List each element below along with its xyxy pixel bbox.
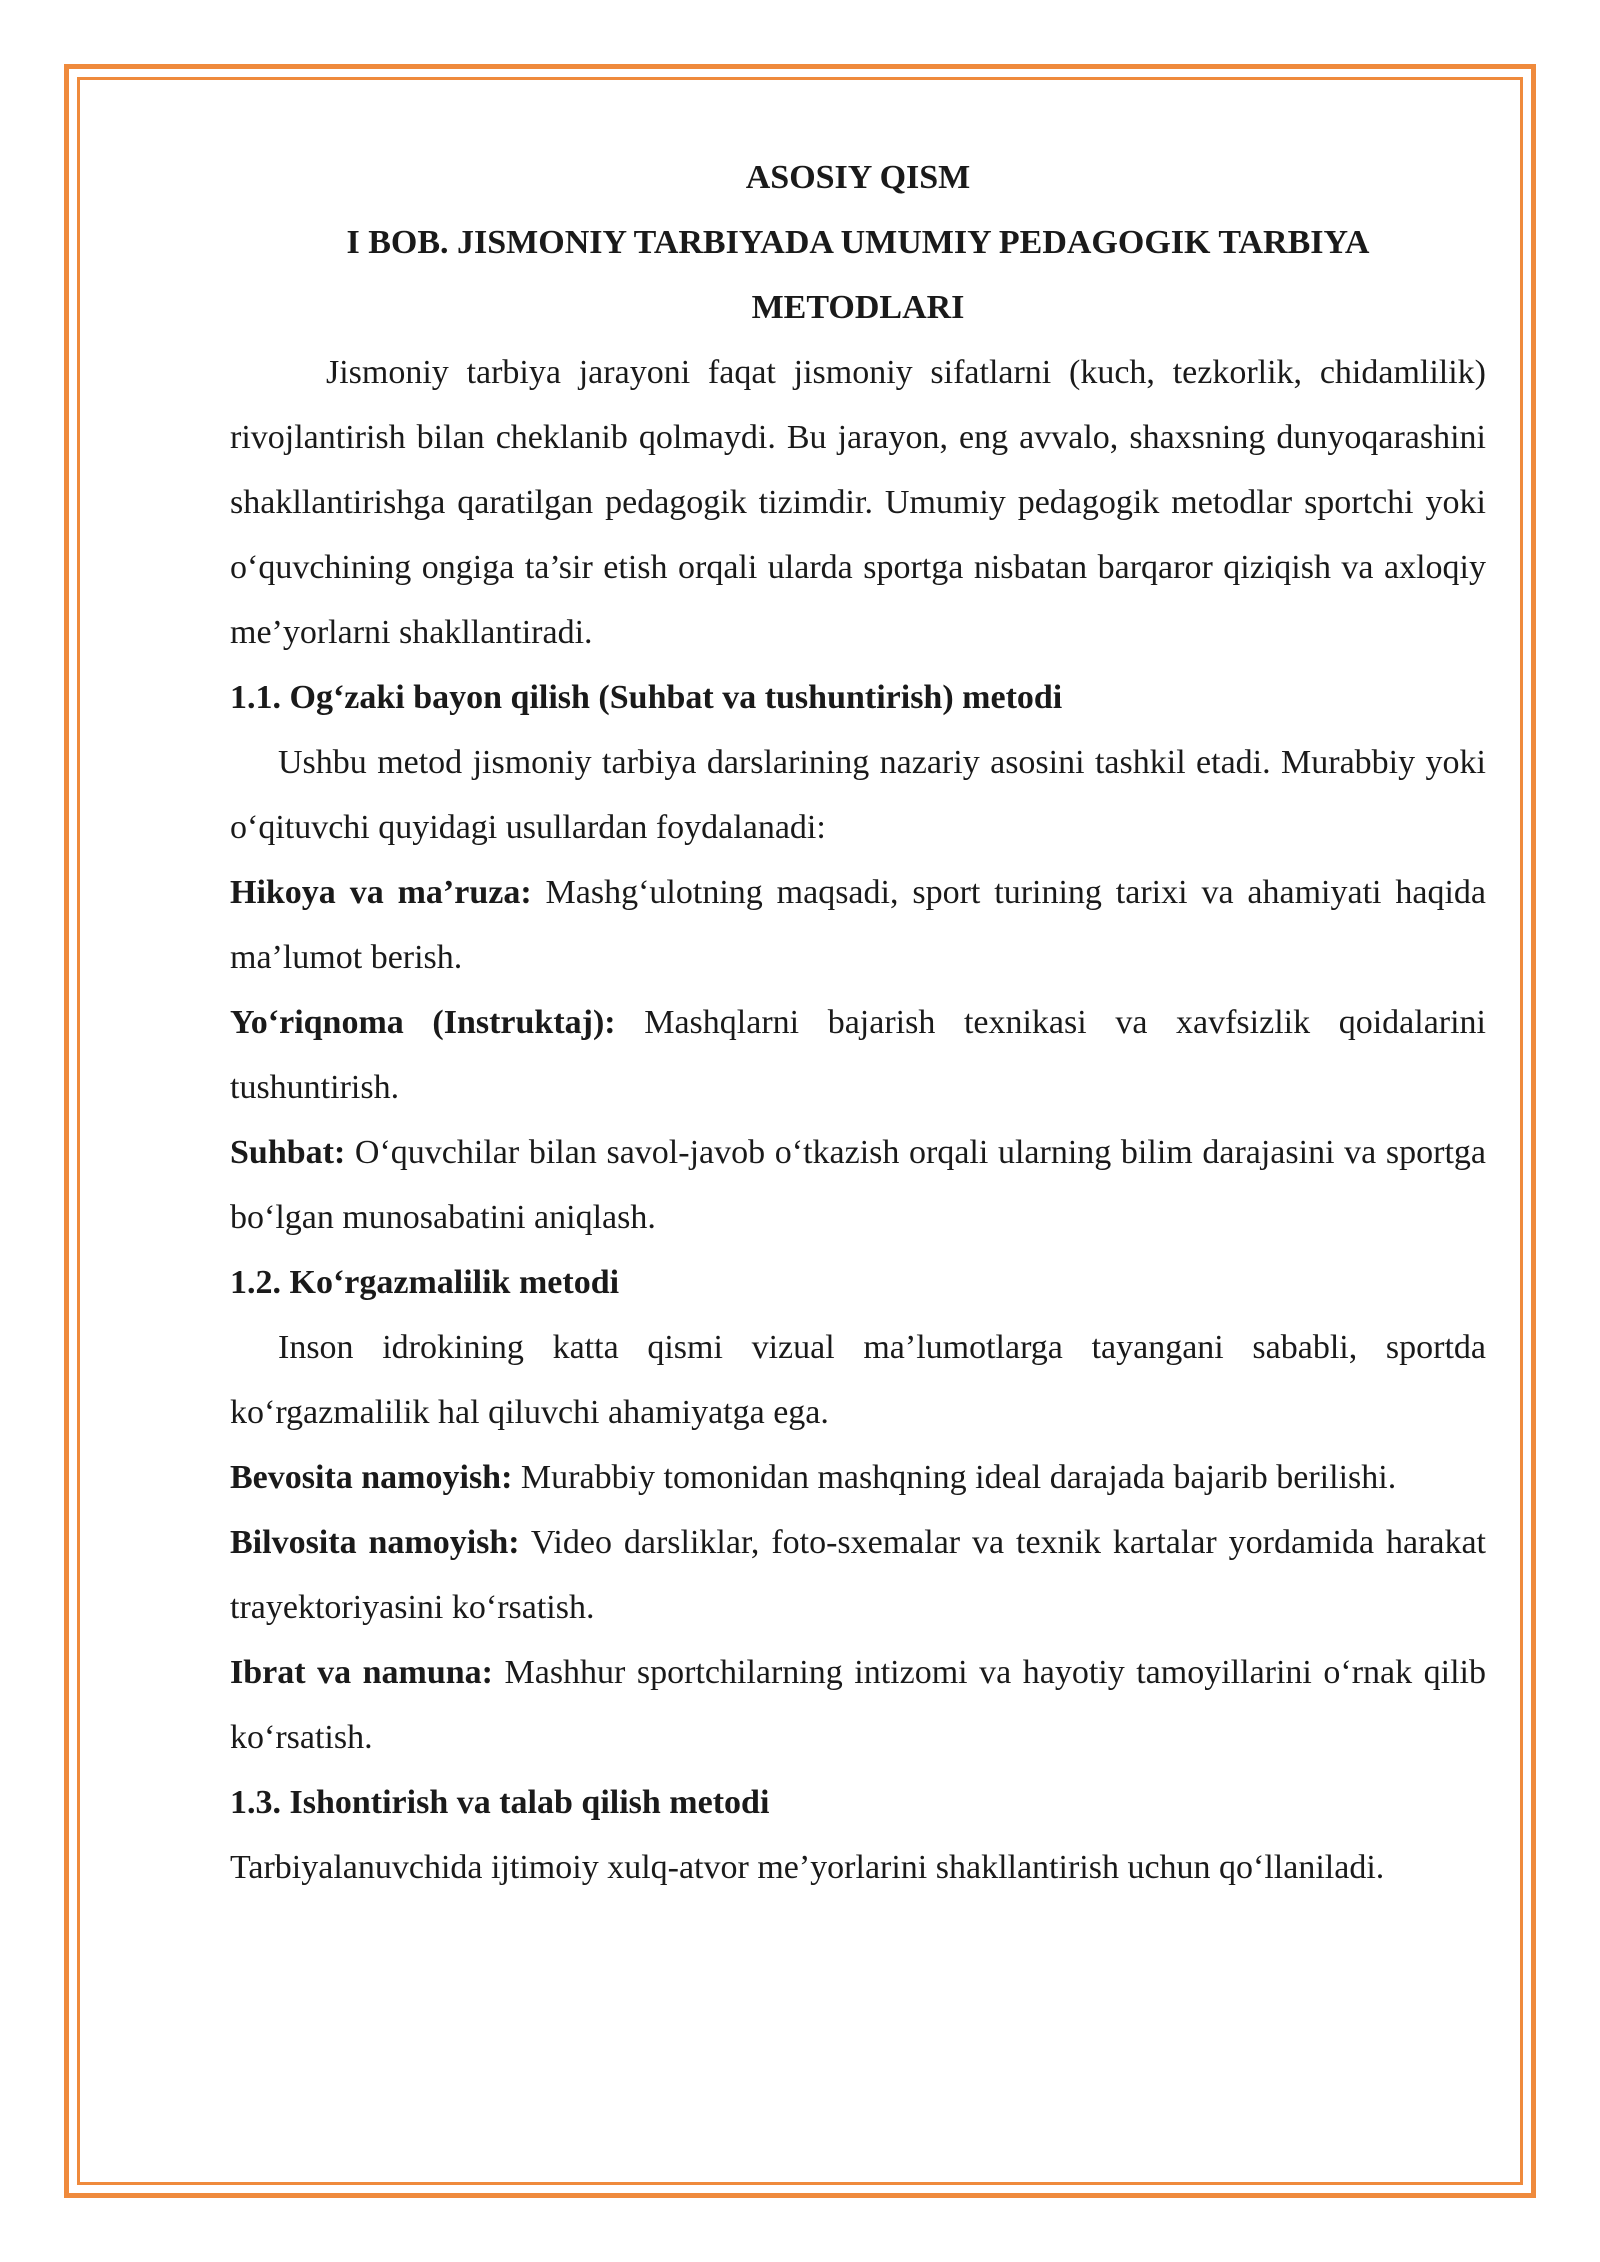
definition-item [230,860,1486,990]
definition-term: Hikoya va ma’ruza: [230,874,532,911]
section-title-1-2: 1.2. Ko‘rgazmalilik metodi [230,1264,620,1301]
intro-paragraph: Jismoniy tarbiya jarayoni faqat jismoniy sifatlarni (kuch, tezkorlik, chidamlilik) rivojlantirish bilan cheklanib qolmaydi. Bu jarayon, eng avvalo, shaxsning dunyoqarashini shakllantirishga qaratilgan pedagogik tizimdir. Umumiy pedagogik metodlar sportchi yoki o‘quvchining ongiga ta’sir etish orqali ularda sportga nisbatan barqaror qiziqish va axloqiy me’yorlarni shakllantiradi. [230,354,1486,651]
definition-item [230,1120,1486,1250]
definition-text: Video darsliklar, foto-sxemalar va texnik kartalar yordamida harakat trayektoriyasini ko‘rsatish. [230,1524,1486,1626]
section-title-1-1: 1.1. Og‘zaki bayon qilish (Suhbat va tushuntirish) metodi [230,679,1063,716]
definition-item [230,1445,1486,1510]
section-1-2-intro: Inson idrokining katta qismi vizual ma’lumotlarga tayangani sababli, sportda ko‘rgazmalilik hal qiluvchi ahamiyatga ega. [230,1329,1486,1431]
document-body [230,145,1486,1900]
definition-term: Yo‘riqnoma (Instruktaj): [230,1004,616,1041]
definition-item [230,1510,1486,1640]
definition-text: Mashqlarni bajarish texnikasi va xavfsizlik qoidalarini tushuntirish. [230,1004,1487,1106]
definition-text: Mashhur sportchilarning intizomi va hayotiy tamoyillarini o‘rnak qilib ko‘rsatish. [230,1654,1486,1756]
definition-text: O‘quvchilar bilan savol-javob o‘tkazish orqali ularning bilim darajasini va sportga bo‘lgan munosabatini aniqlash. [230,1134,1486,1236]
section-title-1-3: 1.3. Ishontirish va talab qilish metodi [230,1784,770,1821]
definition-item [230,990,1486,1120]
definition-term: Bevosita namoyish: [230,1459,513,1496]
definition-text: Murabbiy tomonidan mashqning ideal darajada bajarib berilishi. [512,1459,1397,1496]
definition-term: Ibrat va namuna: [230,1654,493,1691]
section-1-3-intro: Tarbiyalanuvchida ijtimoiy xulq-atvor me’yorlarini shakllantirish uchun qo‘llaniladi. [230,1849,1385,1886]
definition-term: Bilvosita namoyish: [230,1524,520,1561]
chapter-heading: I BOB. JISMONIY TARBIYADA UMUMIY PEDAGOGIK TARBIYA METODLARI [346,224,1370,326]
section-1-1-intro: Ushbu metod jismoniy tarbiya darslarining nazariy asosini tashkil etadi. Murabbiy yoki o‘qituvchi quyidagi usullardan foydalanadi: [230,744,1486,846]
definition-text: Mashg‘ulotning maqsadi, sport turining tarixi va ahamiyati haqida ma’lumot berish. [230,874,1487,976]
definition-term: Suhbat: [230,1134,346,1171]
part-heading: ASOSIY QISM [745,159,971,196]
definition-item [230,1640,1486,1770]
